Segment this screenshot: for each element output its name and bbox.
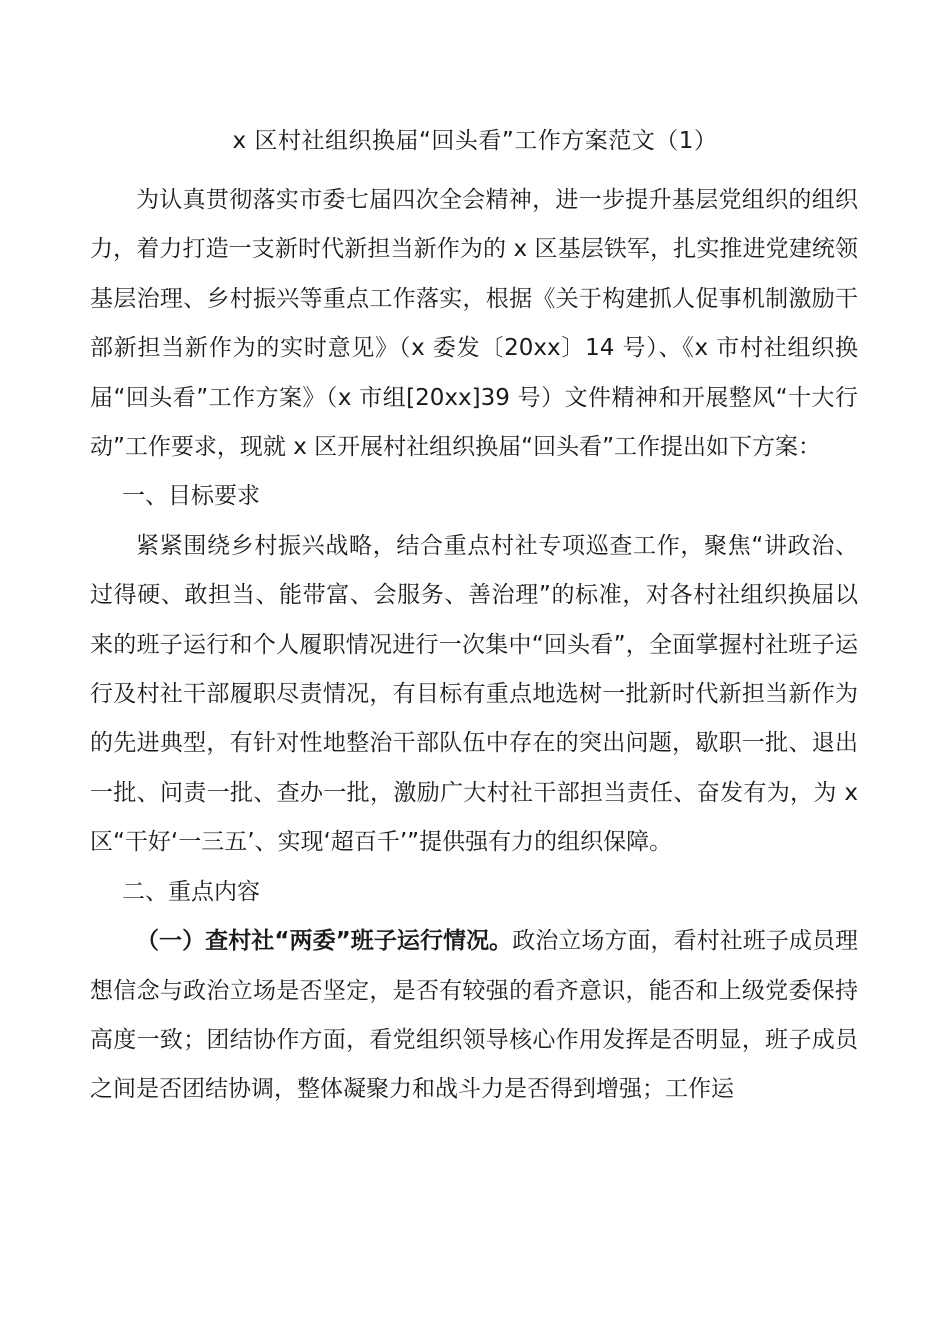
intro-paragraph: 为认真贯彻落实市委七届四次全会精神，进一步提升基层党组织的组织力，着力打造一支新时代新担当新作为的 x 区基层铁军，扎实推进党建统领基层治理、乡村振兴等重点工作落实，根据《关于构建抓人促事机制激励干部新担当新作为的实时意见》（x 委发〔20xx〕14 号）、《x 市村社组织换届“回头看”工作方案》（x 市组[20xx]39 号）文件精神和开展整风“十大行动”工作要求，现就 x 区开展村社组织换届“回头看”工作提出如下方案： <box>90 187 858 461</box>
section-heading-key-content: 二、重点内容 <box>122 878 260 905</box>
document-body <box>90 176 858 1115</box>
document-title: x 区村社组织换届“回头看”工作方案范文（1） <box>232 128 718 154</box>
key-content-item-1 <box>90 917 858 1115</box>
section-heading-goals: 一、目标要求 <box>122 483 260 510</box>
item-1-label: （一）查村社“两委”班子运行情况。 <box>136 928 513 955</box>
goals-paragraph: 紧紧围绕乡村振兴战略，结合重点村社专项巡查工作，聚焦“讲政治、过得硬、敢担当、能带富、会服务、善治理”的标准，对各村社组织换届以来的班子运行和个人履职情况进行一次集中“回头看”，全面掌握村社班子运行及村社干部履职尽责情况，有目标有重点地选树一批新时代新担当新作为的先进典型，有针对性地整治干部队伍中存在的突出问题，歇职一批、退出一批、问责一批、查办一批，激励广大村社干部担当责任、奋发有为，为 x 区“干好‘一三五’、实现‘超百千’”提供强有力的组织保障。 <box>90 532 858 856</box>
item-1-body: 政治立场方面，看村社班子成员理想信念与政治立场是否坚定，是否有较强的看齐意识，能否和上级党委保持高度一致；团结协作方面，看党组织领导核心作用发挥是否明显，班子成员之间是否团结协调，整体凝聚力和战斗力是否得到增强；工作运 <box>90 928 859 1103</box>
